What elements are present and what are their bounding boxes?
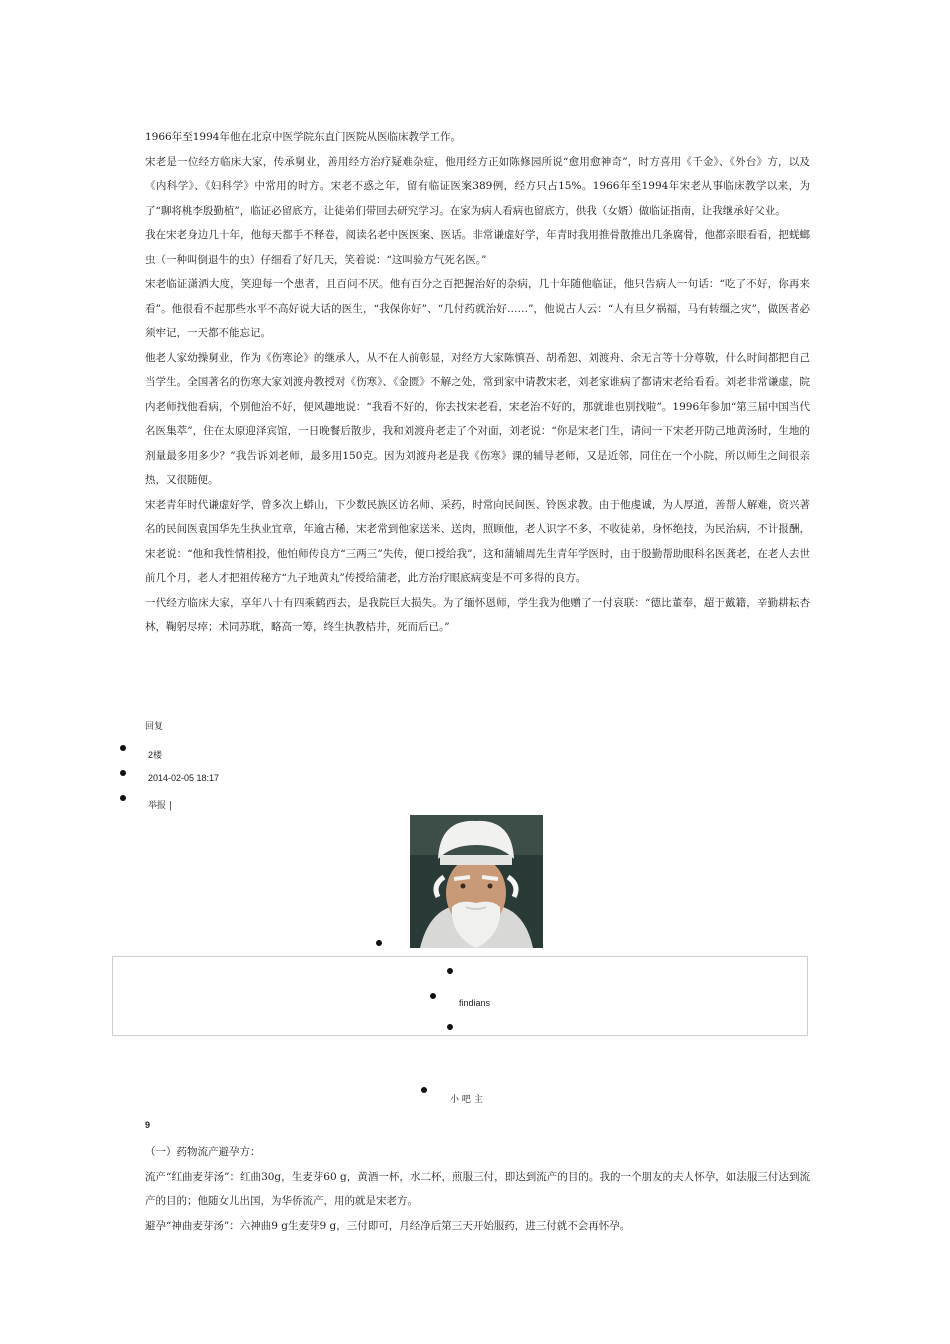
bullet-icon bbox=[120, 745, 126, 751]
post-body bbox=[145, 1140, 810, 1238]
post-paragraph: 一代经方临床大家，享年八十有四乘鹤西去，是我院巨大损失。为了缅怀恩师，学生我为他赠了一付哀联：“德比董奉，超于戴籍，辛勤耕耘杏林，鞠躬尽瘁；术同苏耽，略高一筹，终生执教桔井，死而后已。” bbox=[145, 596, 810, 633]
bullet-icon bbox=[447, 968, 453, 974]
bullet-icon bbox=[120, 770, 126, 776]
post-paragraph: 宋老临证潇洒大度，笑迎每一个患者，且百问不厌。他有百分之百把握治好的杂病，几十年随他临证，他只告病人一句话：“吃了不好，你再来看”。他很看不起那些水平不高好说大话的医生，“我保你好”、“几付药就治好……”，他说古人云：“人有旦夕祸福，马有转缰之灾”，做医者必须牢记，一天都不能忘记。 bbox=[145, 278, 810, 339]
user-info-box bbox=[112, 956, 808, 1036]
post-time: 2014-02-05 18:17 bbox=[148, 773, 220, 783]
post-paragraph: 避孕“神曲麦芽汤”：六神曲9 g生麦芽9 g，三付即可，月经净后第三天开始服药，进三付就不会再怀孕。 bbox=[145, 1219, 631, 1232]
post-paragraph: 流产“红曲麦芽汤”：红曲30g，生麦芽60 g，黄酒一杯，水二杯，煎服三付，即达到流产的目的。我的一个朋友的夫人怀孕，如法服三付达到流产的目的；他随女儿出国，为华侨流产，用的就是宋老方。 bbox=[145, 1170, 810, 1207]
user-role-badge: 小 吧 主 bbox=[450, 1095, 483, 1105]
username[interactable]: findians bbox=[459, 998, 491, 1008]
bullet-icon bbox=[447, 1024, 453, 1030]
post-body bbox=[145, 125, 810, 640]
user-avatar[interactable] bbox=[410, 815, 543, 948]
bullet-icon bbox=[120, 795, 126, 801]
reply-link[interactable]: 回复 bbox=[145, 722, 164, 732]
post-paragraph: 我在宋老身边几十年，他每天都手不释卷，阅读名老中医医案、医话。非常谦虚好学，年青时我用推骨散推出几条腐骨，他都亲眼看看，把蜣螂虫（一种叫倒退牛的虫）仔细看了好几天，笑着说：“这叫验方气死名医。” bbox=[145, 229, 810, 266]
post-number: 9 bbox=[145, 1120, 151, 1130]
post-paragraph: 1966年至1994年他在北京中医学院东直门医院从医临床教学工作。 bbox=[145, 131, 461, 143]
old-doctor-portrait-icon bbox=[410, 815, 543, 948]
bullet-icon bbox=[430, 993, 436, 999]
post-paragraph: 宋老是一位经方临床大家，传承舅业，善用经方治疗疑难杂症，他用经方正如陈修园所说“愈用愈神奇”，时方喜用《千金》、《外台》方，以及《内科学》、《妇科学》中常用的时方。宋老不惑之年，留有临证医案389例，经方只占15%。1966年至1994年宋老从事临床教学以来，为了“聊将桃李殷勤植”，临证必留底方，让徒弟们带回去研究学习。在家为病人看病也留底方，供我（女婿）做临证指南，让我继承好父业。 bbox=[145, 155, 810, 217]
bullet-icon bbox=[421, 1087, 427, 1093]
bullet-icon bbox=[376, 940, 382, 946]
post-paragraph: 他老人家幼操舅业，作为《伤寒论》的继承人，从不在人前彰显，对经方大家陈慎吾、胡希恕、刘渡舟、余无言等十分尊敬，什么时间都把自己当学生。全国著名的伤寒大家刘渡舟教授对《伤寒》、《金匮》不解之处，常到家中请教宋老，刘老家谁病了都请宋老给看看。刘老非常谦虚，院内老师找他看病，个别他治不好，便风趣地说：“我看不好的，你去找宋老看，宋老治不好的，那就谁也别找啦”。1996年参加“第三届中国当代名医集萃”，住在太原迎泽宾馆，一日晚餐后散步，我和刘渡舟老走了个对面，刘老说：“你是宋老门生，请问一下宋老开防己地黄汤时，生地的剂量最多用多少？”我告诉刘老师，最多用150克。因为刘渡舟老是我《伤寒》课的辅导老师，又是近邻，同住在一个小院，所以师生之间很亲热，又很随便。 bbox=[145, 351, 810, 486]
report-link[interactable]: 举报 | bbox=[148, 801, 172, 811]
post-paragraph: （一）药物流产避孕方： bbox=[145, 1146, 261, 1158]
floor-number: 2楼 bbox=[148, 750, 163, 760]
post-paragraph: 宋老青年时代谦虚好学，曾多次上蟒山，下少数民族区访名师、采药，时常向民间医、铃医求教。由于他虔诚，为人厚道，善帮人解难，资兴著名的民间医袁国华先生执业宜章，年逾古稀，宋老常到他家送米、送肉，照顾他，老人识字不多，不收徒弟，身怀绝技，为民治病，不计报酬，宋老说：“他和我性情相投，他怕师传良方“三两三”失传，便口授给我”，这和蒲辅周先生青年学医时，由于殷勤帮助眼科名医龚老，在老人去世前几个月，老人才把祖传秘方“九子地黄丸”传授给蒲老，此方治疗眼底病变是不可多得的良方。 bbox=[145, 498, 810, 584]
